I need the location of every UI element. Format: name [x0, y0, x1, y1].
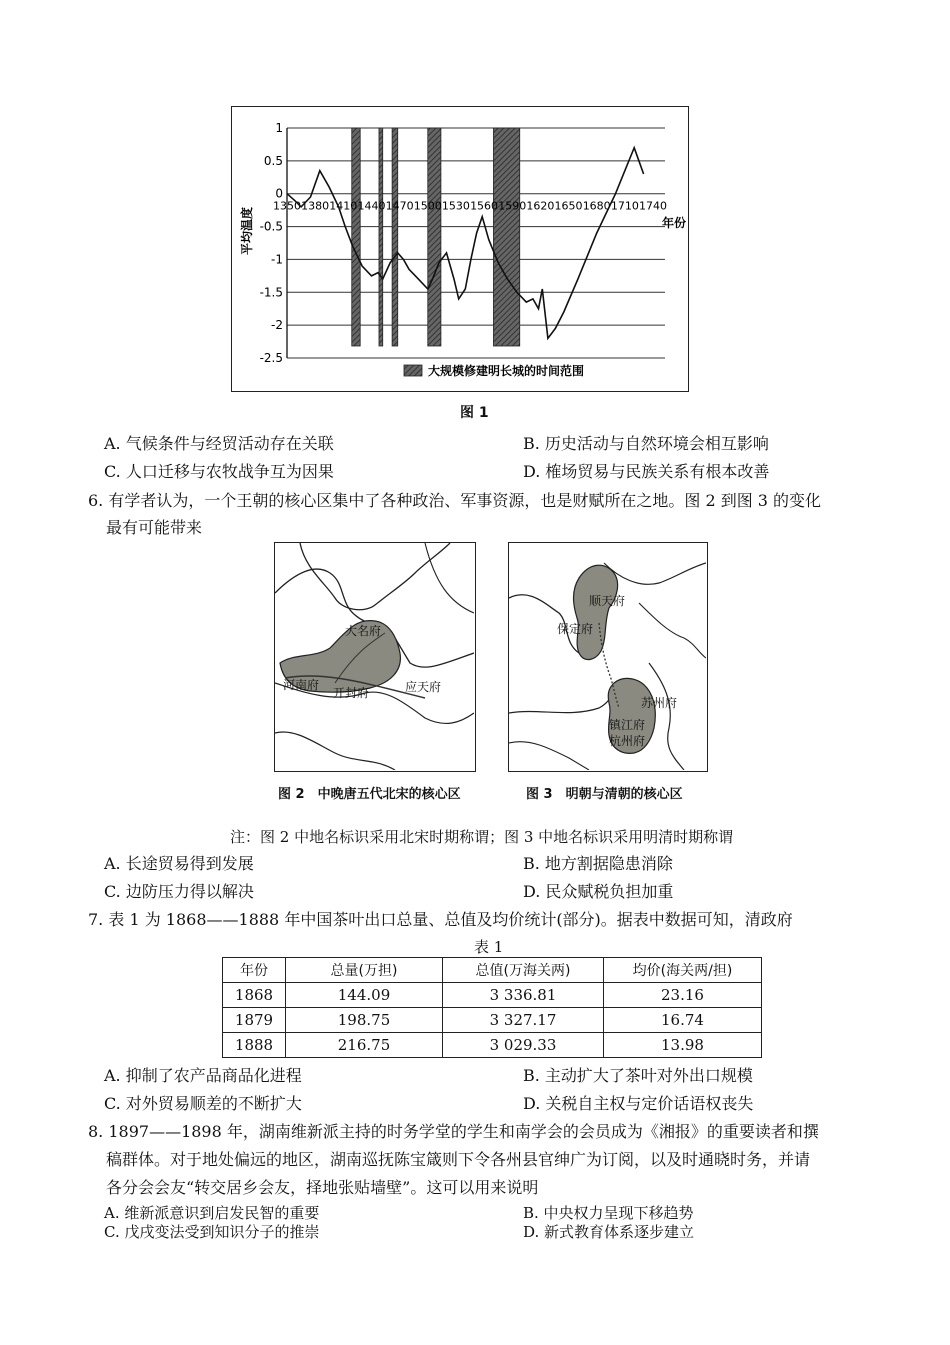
q7-option-b[interactable]: B. 主动扩大了茶叶对外出口规模 [523, 1066, 753, 1085]
wall-construction-band [352, 128, 360, 346]
y-tick-label: -2.5 [259, 351, 283, 365]
map2-caption: 图 2 中晚唐五代北宋的核心区 [278, 787, 461, 802]
cell-value: 3 029.33 [443, 1033, 604, 1058]
q8-stem-line3: 各分会会友“转交居乡会友，择地张贴墙壁”。这可以用来说明 [106, 1178, 539, 1197]
table-row [223, 1033, 762, 1058]
q5-option-d[interactable]: D. 榷场贸易与民族关系有根本改善 [523, 462, 770, 481]
table-row [223, 1008, 762, 1033]
q7-option-c[interactable]: C. 对外贸易顺差的不断扩大 [104, 1094, 302, 1113]
q8-stem-line1: 8. 1897——1898 年，湖南维新派主持的时务学堂的学生和南学会的会员成为《湘报》的重要读者和撰 [88, 1122, 819, 1141]
x-tick-label: 1620 [526, 199, 555, 213]
q6-option-a[interactable]: A. 长途贸易得到发展 [104, 854, 254, 873]
map3-label-zhenjiangfu: 镇江府 [609, 718, 646, 732]
y-tick-label: -0.5 [259, 219, 283, 234]
cell-value: 3 327.17 [443, 1008, 604, 1033]
q5-option-c[interactable]: C. 人口迁移与农牧战争互为因果 [104, 462, 334, 481]
q6-option-c[interactable]: C. 边防压力得以解决 [104, 882, 254, 901]
x-tick-label: 1590 [498, 199, 527, 213]
cell-volume: 216.75 [286, 1033, 443, 1058]
q5-option-a[interactable]: A. 气候条件与经贸活动存在关联 [104, 434, 334, 453]
x-tick-label: 1710 [610, 199, 639, 213]
map2-label-henanfu: 河南府 [283, 678, 320, 692]
wall-construction-band [493, 128, 519, 346]
cell-volume: 144.09 [286, 983, 443, 1008]
cell-avg-price: 13.98 [604, 1033, 762, 1058]
table-row [223, 983, 762, 1008]
wall-construction-band [428, 128, 441, 346]
q7-stem: 7. 表 1 为 1868——1888 年中国茶叶出口总量、总值及均价统计(部分)。据表中数据可知，清政府 [88, 910, 793, 929]
map3-frame [508, 542, 708, 772]
cell-year: 1888 [223, 1033, 286, 1058]
figure1-xlabel: 年份 [661, 216, 687, 230]
map2-label-damingfu: 大名府 [345, 624, 382, 638]
temperature-series-line [287, 148, 644, 339]
q6-option-b[interactable]: B. 地方割据隐患消除 [523, 854, 673, 873]
x-tick-label: 1500 [413, 199, 442, 213]
cell-value: 3 336.81 [443, 983, 604, 1008]
x-tick-label: 1470 [385, 199, 414, 213]
wall-construction-band [392, 128, 398, 346]
header-year: 年份 [223, 958, 286, 983]
map3-caption: 图 3 明朝与清朝的核心区 [526, 787, 683, 802]
cell-volume: 198.75 [286, 1008, 443, 1033]
map2-image [275, 543, 474, 770]
x-tick-label: 1440 [357, 199, 386, 213]
q7-option-a[interactable]: A. 抑制了农产品商品化进程 [104, 1066, 302, 1085]
map3-label-shuntianfu: 顺天府 [589, 594, 626, 608]
q8-option-c[interactable]: C. 戊戌变法受到知识分子的推崇 [104, 1223, 320, 1241]
q6-option-d[interactable]: D. 民众赋税负担加重 [523, 882, 674, 901]
q6-stem-line1: 6. 有学者认为，一个王朝的核心区集中了各种政治、军事资源，也是财赋所在之地。图 2 到图 3 的变化 [88, 491, 822, 510]
y-tick-label: 0 [275, 186, 283, 201]
map3-label-hangzhoufu: 杭州府 [609, 734, 646, 748]
cell-year: 1868 [223, 983, 286, 1008]
q7-option-d[interactable]: D. 关税自主权与定价话语权丧失 [523, 1094, 754, 1113]
y-tick-label: -1 [271, 252, 283, 267]
header-avg-price: 均价(海关两/担) [604, 958, 762, 983]
x-tick-label: 1560 [470, 199, 499, 213]
cell-avg-price: 16.74 [604, 1008, 762, 1033]
map2-frame [274, 542, 476, 772]
q6-stem-line2: 最有可能带来 [106, 518, 203, 537]
map2-label-kaifengfu: 开封府 [333, 686, 370, 700]
map3-label-suzhoufu: 苏州府 [641, 696, 678, 710]
q8-option-b[interactable]: B. 中央权力呈现下移趋势 [523, 1204, 694, 1222]
x-tick-label: 1350 [273, 199, 301, 213]
x-tick-label: 1410 [329, 199, 358, 213]
cell-year: 1879 [223, 1008, 286, 1033]
header-volume: 总量(万担) [286, 958, 443, 983]
x-tick-label: 1380 [301, 199, 330, 213]
figure1-legend: 大规模修建明长城的时间范围 [428, 364, 585, 378]
header-value: 总值(万海关两) [443, 958, 604, 983]
map3-image [509, 543, 706, 770]
figure1-caption: 图 1 [460, 405, 489, 421]
y-tick-label: -2 [271, 318, 283, 333]
map2-label-yingtianfu: 应天府 [405, 680, 442, 694]
x-tick-label: 1530 [441, 199, 470, 213]
q7-table-title: 表 1 [474, 938, 504, 956]
x-tick-label: 1740 [639, 199, 667, 213]
y-tick-label: 0.5 [263, 153, 283, 168]
legend-swatch [404, 365, 422, 376]
q8-option-a[interactable]: A. 维新派意识到启发民智的重要 [104, 1204, 320, 1222]
x-tick-label: 1650 [554, 199, 583, 213]
x-tick-label: 1680 [582, 199, 611, 213]
q6-note: 注：图 2 中地名标识采用北宋时期称谓；图 3 中地名标识采用明清时期称谓 [230, 828, 734, 846]
figure1-chart [231, 106, 689, 392]
q8-option-d[interactable]: D. 新式教育体系逐步建立 [523, 1223, 695, 1241]
map3-label-baodingfu: 保定府 [557, 622, 594, 636]
wall-construction-band [379, 128, 383, 346]
y-tick-label: -1.5 [259, 285, 283, 300]
cell-avg-price: 23.16 [604, 983, 762, 1008]
table-header-row [223, 958, 762, 983]
tea-export-table [222, 957, 762, 1058]
y-tick-label: 1 [275, 121, 283, 135]
q8-stem-line2: 稿群体。对于地处偏远的地区，湖南巡抚陈宝箴则下令各州县官绅广为订阅，以及时通晓时务，并请 [106, 1150, 811, 1169]
q5-option-b[interactable]: B. 历史活动与自然环境会相互影响 [523, 434, 769, 453]
figure1-ylabel: 平均温度 [240, 206, 254, 256]
